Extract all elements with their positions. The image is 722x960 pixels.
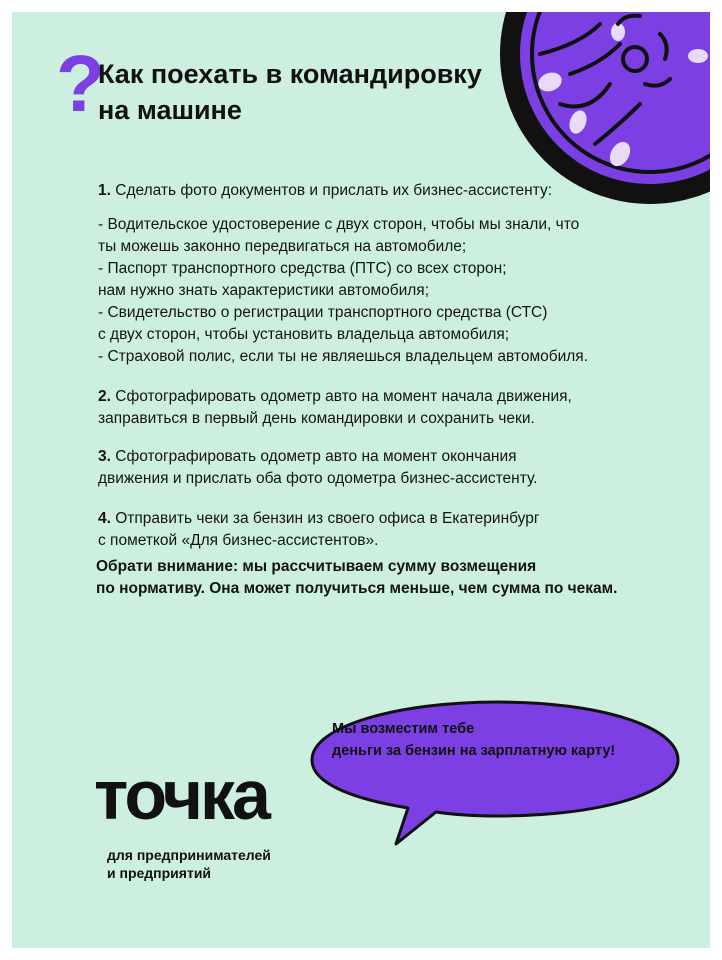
bubble-message [332, 718, 692, 762]
tagline-line-2: и предприятий [107, 865, 212, 881]
step-3 [98, 446, 688, 490]
note-line-2: по нормативу. Она может получиться меньше, чем сумма по чекам. [96, 580, 618, 597]
bubble-line-1: Мы возместим тебе [332, 721, 475, 737]
step-3-line-1 [98, 446, 688, 468]
bubble-line-2: деньги за бензин на зарплатную карту! [332, 743, 616, 759]
car-wheel-icon [500, 12, 710, 204]
title-line-2: на машине [98, 95, 242, 125]
tagline-line-1: для предпринимателей [107, 847, 271, 863]
step-2 [98, 386, 688, 430]
instructions [98, 180, 688, 552]
requirement-line: - Свидетельство о регистрации транспортного средства (СТС) [98, 304, 548, 321]
step-4-text-1: Отправить чеки за бензин из своего офиса в Екатеринбург [110, 510, 540, 527]
title-line-1: Как поехать в командировку [98, 59, 482, 89]
requirement-line: - Паспорт транспортного средства (ПТС) со всех сторон; [98, 260, 507, 277]
requirement-line: - Водительское удостоверение с двух сторон, чтобы мы знали, что [98, 216, 580, 233]
step-3-text-1: Сфотографировать одометр авто на момент окончания [110, 448, 517, 465]
step-4-number: 4. [98, 510, 111, 527]
step-1 [98, 180, 688, 202]
step-4-line-2: с пометкой «Для бизнес-ассистентов». [98, 532, 379, 549]
step-3-line-2: движения и прислать оба фото одометра бизнес-ассистенту. [98, 470, 538, 487]
step-4-line-1 [98, 508, 688, 530]
requirement-line: - Страховой полис, если ты не являешься владельцем автомобиля. [98, 348, 588, 365]
brand-tagline [107, 846, 271, 882]
question-mark-icon: ? [56, 39, 105, 128]
document-requirements [98, 214, 688, 368]
requirement-line: нам нужно знать характеристики автомобиля; [98, 282, 429, 299]
document-page [12, 12, 710, 948]
requirement-line: ты можешь законно передвигаться на автомобиле; [98, 238, 467, 255]
step-2-text-1: Сфотографировать одометр авто на момент начала движения, [110, 388, 572, 405]
attention-note [96, 556, 696, 600]
step-3-number: 3. [98, 448, 111, 465]
brand-logo: точка [94, 756, 268, 834]
step-4 [98, 508, 688, 552]
step-1-number: 1. [98, 182, 111, 199]
step-2-line-1 [98, 386, 688, 408]
requirement-line: с двух сторон, чтобы установить владельца автомобиля; [98, 326, 510, 343]
step-2-line-2: заправиться в первый день командировки и сохранить чеки. [98, 410, 535, 427]
step-1-text: Сделать фото документов и прислать их бизнес-ассистенту: [110, 182, 552, 199]
step-2-number: 2. [98, 388, 111, 405]
page-title [98, 56, 518, 128]
note-line-1: Обрати внимание: мы рассчитываем сумму возмещения [96, 558, 537, 575]
